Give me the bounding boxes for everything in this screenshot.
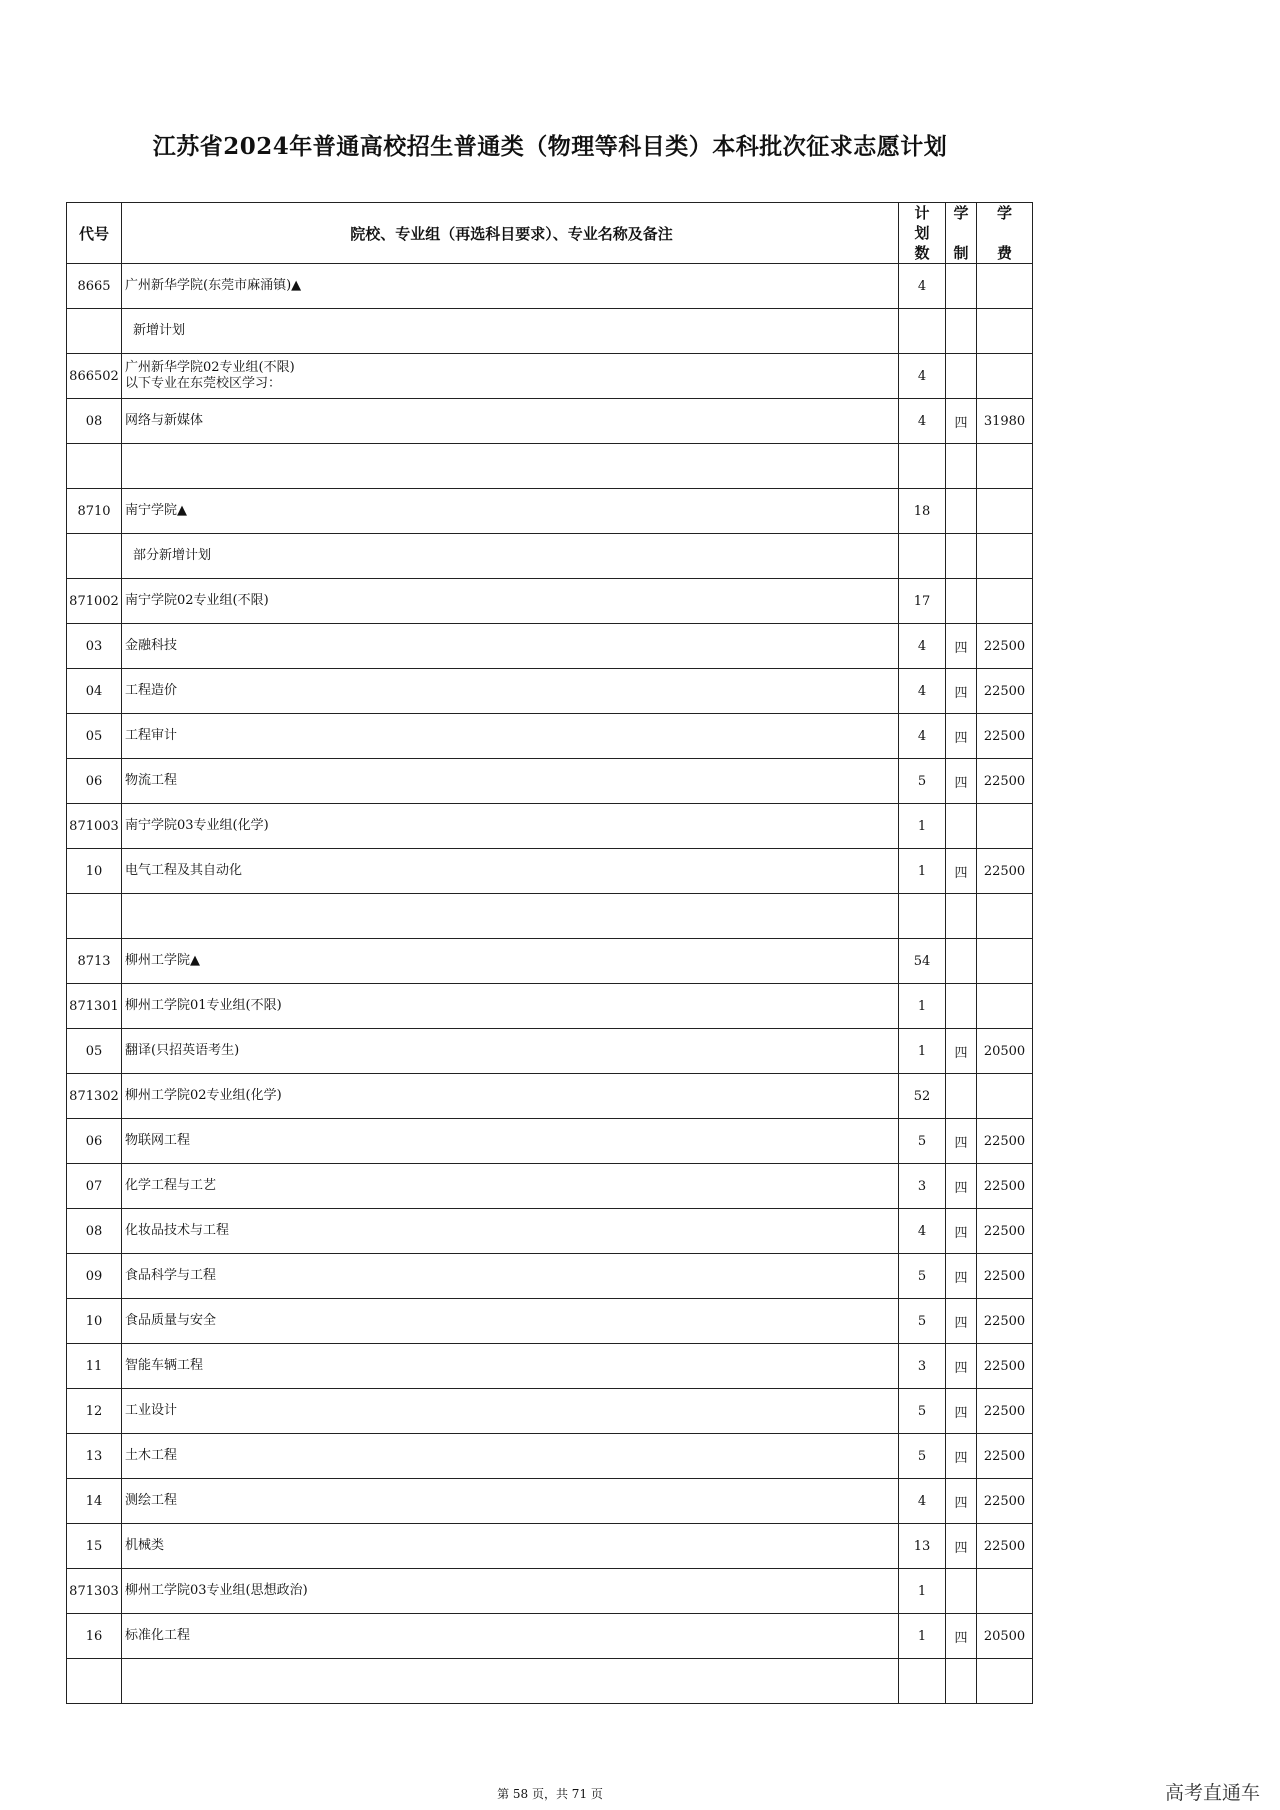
row-code: 06: [67, 759, 122, 804]
table-row: [67, 984, 1033, 1029]
row-plan: 4: [899, 399, 946, 444]
row-duration: 四: [946, 1254, 977, 1299]
row-fee: 22500: [977, 759, 1033, 804]
row-name: [122, 534, 899, 579]
row-code: 871301: [67, 984, 122, 1029]
row-duration: 四: [946, 1389, 977, 1434]
row-name-text: 南宁学院02专业组(不限): [125, 593, 269, 608]
row-name: [122, 399, 899, 444]
row-duration: 四: [946, 1479, 977, 1524]
row-name-text: 柳州工学院01专业组(不限): [125, 998, 282, 1013]
row-code: 871002: [67, 579, 122, 624]
row-code: 06: [67, 1119, 122, 1164]
row-name: [122, 624, 899, 669]
row-name: [122, 1614, 899, 1659]
row-code: 871302: [67, 1074, 122, 1119]
table-row: [67, 1479, 1033, 1524]
table-row: [67, 444, 1033, 489]
table-row: [67, 1029, 1033, 1074]
table-row: [67, 1659, 1033, 1704]
row-duration: [946, 894, 977, 939]
row-name: [122, 984, 899, 1029]
row-code: 8710: [67, 489, 122, 534]
row-plan: 3: [899, 1164, 946, 1209]
watermark: 高考直通车: [1164, 1782, 1260, 1804]
row-plan: 4: [899, 264, 946, 309]
row-fee: [977, 309, 1033, 354]
table-row: [67, 354, 1033, 399]
header-name: 院校、专业组（再选科目要求）、专业名称及备注: [122, 203, 899, 264]
row-duration: [946, 534, 977, 579]
row-plan: 1: [899, 849, 946, 894]
row-code: 09: [67, 1254, 122, 1299]
table-row: [67, 939, 1033, 984]
row-fee: [977, 1569, 1033, 1614]
row-fee: 22500: [977, 1434, 1033, 1479]
row-duration: 四: [946, 714, 977, 759]
row-duration: [946, 984, 977, 1029]
row-code: 10: [67, 1299, 122, 1344]
row-name: [122, 1164, 899, 1209]
row-duration: [946, 354, 977, 399]
row-fee: 22500: [977, 1209, 1033, 1254]
row-plan: [899, 444, 946, 489]
row-name: [122, 309, 899, 354]
row-name: [122, 1479, 899, 1524]
row-fee: 31980: [977, 399, 1033, 444]
row-name-text: 物联网工程: [125, 1133, 191, 1148]
row-duration: [946, 939, 977, 984]
row-duration: [946, 1569, 977, 1614]
row-name: [122, 264, 899, 309]
table-row: [67, 759, 1033, 804]
row-name: [122, 804, 899, 849]
page-footer: 第 58 页，共 71 页: [497, 1787, 603, 1801]
row-name: [122, 1299, 899, 1344]
table-row: [67, 1299, 1033, 1344]
row-name-text: 广州新华学院(东莞市麻涌镇)▲: [125, 278, 302, 293]
row-duration: 四: [946, 1344, 977, 1389]
row-fee: 22500: [977, 1389, 1033, 1434]
row-code: 11: [67, 1344, 122, 1389]
row-name-text: 电气工程及其自动化: [125, 863, 243, 878]
row-name-text: 翻译(只招英语考生): [125, 1043, 240, 1058]
row-fee: 22500: [977, 1254, 1033, 1299]
row-fee: [977, 1659, 1033, 1704]
row-name-text: 食品科学与工程: [125, 1268, 217, 1283]
row-name: [122, 939, 899, 984]
row-name: [122, 579, 899, 624]
row-plan: [899, 534, 946, 579]
row-duration: 四: [946, 1614, 977, 1659]
table-row: [67, 534, 1033, 579]
row-plan: 5: [899, 1254, 946, 1299]
row-name-text: 测绘工程: [125, 1493, 178, 1508]
table-row: [67, 309, 1033, 354]
row-name: [122, 1569, 899, 1614]
row-name: [122, 1344, 899, 1389]
row-name: [122, 669, 899, 714]
row-name-text: 机械类: [125, 1538, 165, 1553]
row-name-text: 柳州工学院▲: [125, 953, 200, 968]
row-name-text: 工业设计: [125, 1403, 178, 1418]
row-code: [67, 534, 122, 579]
row-name: [122, 1029, 899, 1074]
row-fee: [977, 489, 1033, 534]
row-code: 07: [67, 1164, 122, 1209]
row-duration: 四: [946, 849, 977, 894]
row-name: [122, 1209, 899, 1254]
row-plan: 5: [899, 1299, 946, 1344]
table-header-row: [67, 203, 1033, 264]
row-plan: 4: [899, 354, 946, 399]
row-fee: 22500: [977, 1299, 1033, 1344]
row-duration: 四: [946, 1164, 977, 1209]
row-fee: [977, 804, 1033, 849]
table-row: [67, 1119, 1033, 1164]
table-row: [67, 714, 1033, 759]
row-duration: 四: [946, 1119, 977, 1164]
row-plan: 5: [899, 1389, 946, 1434]
row-fee: 22500: [977, 1524, 1033, 1569]
row-name-text: 土木工程: [125, 1448, 178, 1463]
row-name-text: 新增计划: [133, 323, 186, 338]
row-fee: 22500: [977, 1479, 1033, 1524]
row-code: 08: [67, 1209, 122, 1254]
table-row: [67, 1434, 1033, 1479]
row-plan: 4: [899, 714, 946, 759]
row-duration: [946, 264, 977, 309]
table-row: [67, 624, 1033, 669]
row-name-text: 柳州工学院03专业组(思想政治): [125, 1583, 308, 1598]
row-duration: 四: [946, 1434, 977, 1479]
row-fee: [977, 444, 1033, 489]
row-plan: 4: [899, 624, 946, 669]
table-row: [67, 1074, 1033, 1119]
table-row: [67, 1524, 1033, 1569]
row-fee: 22500: [977, 1344, 1033, 1389]
row-plan: 5: [899, 1434, 946, 1479]
row-fee: [977, 939, 1033, 984]
row-plan: 1: [899, 984, 946, 1029]
row-fee: [977, 579, 1033, 624]
row-duration: [946, 1074, 977, 1119]
row-plan: 1: [899, 1029, 946, 1074]
row-duration: 四: [946, 624, 977, 669]
row-name-text: 广州新华学院02专业组(不限) 以下专业在东莞校区学习：: [125, 360, 295, 391]
row-name: [122, 1434, 899, 1479]
table-row: [67, 579, 1033, 624]
admission-plan-table: [66, 202, 1033, 1704]
row-duration: [946, 489, 977, 534]
table-row: [67, 264, 1033, 309]
row-fee: [977, 534, 1033, 579]
row-name-text: 食品质量与安全: [125, 1313, 217, 1328]
table-row: [67, 669, 1033, 714]
row-fee: 20500: [977, 1614, 1033, 1659]
table-row: [67, 804, 1033, 849]
row-plan: 1: [899, 804, 946, 849]
row-code: 8713: [67, 939, 122, 984]
row-duration: 四: [946, 759, 977, 804]
row-fee: 22500: [977, 1164, 1033, 1209]
table-row: [67, 894, 1033, 939]
row-code: 12: [67, 1389, 122, 1434]
row-fee: 22500: [977, 624, 1033, 669]
row-fee: [977, 1074, 1033, 1119]
row-name: [122, 1659, 899, 1704]
row-name: [122, 894, 899, 939]
row-code: [67, 444, 122, 489]
table-row: [67, 489, 1033, 534]
row-plan: 1: [899, 1569, 946, 1614]
table-row: [67, 1614, 1033, 1659]
row-name-text: 智能车辆工程: [125, 1358, 204, 1373]
row-name: [122, 489, 899, 534]
row-fee: [977, 354, 1033, 399]
row-code: 10: [67, 849, 122, 894]
row-name-text: 金融科技: [125, 638, 178, 653]
row-fee: 22500: [977, 849, 1033, 894]
row-plan: [899, 894, 946, 939]
row-name: [122, 1524, 899, 1569]
row-duration: [946, 804, 977, 849]
page-title: 江苏省2024年普通高校招生普通类（物理等科目类）本科批次征求志愿计划: [152, 133, 948, 160]
row-name: [122, 1119, 899, 1164]
table-row: [67, 1569, 1033, 1614]
row-code: 871303: [67, 1569, 122, 1614]
row-plan: 18: [899, 489, 946, 534]
row-name-text: 化妆品技术与工程: [125, 1223, 230, 1238]
row-duration: [946, 309, 977, 354]
row-code: 866502: [67, 354, 122, 399]
row-name-text: 化学工程与工艺: [125, 1178, 217, 1193]
row-name: [122, 849, 899, 894]
row-code: 15: [67, 1524, 122, 1569]
row-plan: 4: [899, 669, 946, 714]
row-plan: 4: [899, 1209, 946, 1254]
row-plan: [899, 309, 946, 354]
row-duration: [946, 579, 977, 624]
row-code: 14: [67, 1479, 122, 1524]
row-fee: [977, 264, 1033, 309]
table-row: [67, 1254, 1033, 1299]
row-name-text: 物流工程: [125, 773, 178, 788]
row-code: 8665: [67, 264, 122, 309]
row-code: [67, 309, 122, 354]
row-duration: [946, 1659, 977, 1704]
row-code: [67, 1659, 122, 1704]
row-duration: 四: [946, 399, 977, 444]
row-plan: 1: [899, 1614, 946, 1659]
table-row: [67, 1344, 1033, 1389]
row-duration: 四: [946, 1029, 977, 1074]
header-plan: 计 划 数: [899, 203, 946, 264]
row-duration: 四: [946, 669, 977, 714]
row-plan: 54: [899, 939, 946, 984]
row-name: [122, 759, 899, 804]
row-duration: 四: [946, 1209, 977, 1254]
row-name-text: 南宁学院▲: [125, 503, 187, 518]
row-plan: 3: [899, 1344, 946, 1389]
row-code: 04: [67, 669, 122, 714]
row-plan: 5: [899, 1119, 946, 1164]
row-fee: 22500: [977, 669, 1033, 714]
row-code: 13: [67, 1434, 122, 1479]
row-code: 03: [67, 624, 122, 669]
row-code: 08: [67, 399, 122, 444]
row-name-text: 工程造价: [125, 683, 178, 698]
row-duration: [946, 444, 977, 489]
row-name: [122, 1389, 899, 1434]
row-name-text: 部分新增计划: [133, 548, 212, 563]
table-row: [67, 1209, 1033, 1254]
row-name: [122, 1074, 899, 1119]
header-code: 代号: [67, 203, 122, 264]
row-name-text: 网络与新媒体: [125, 413, 204, 428]
row-duration: 四: [946, 1524, 977, 1569]
row-plan: 5: [899, 759, 946, 804]
row-name-text: 柳州工学院02专业组(化学): [125, 1088, 282, 1103]
row-code: 05: [67, 1029, 122, 1074]
row-name-text: 工程审计: [125, 728, 178, 743]
row-name-text: 南宁学院03专业组(化学): [125, 818, 269, 833]
row-plan: 17: [899, 579, 946, 624]
row-code: 871003: [67, 804, 122, 849]
row-plan: [899, 1659, 946, 1704]
row-fee: [977, 984, 1033, 1029]
table-row: [67, 849, 1033, 894]
row-fee: 22500: [977, 1119, 1033, 1164]
header-fee: 学 费: [977, 203, 1033, 264]
table-row: [67, 1164, 1033, 1209]
row-code: 05: [67, 714, 122, 759]
row-fee: 22500: [977, 714, 1033, 759]
row-fee: [977, 894, 1033, 939]
row-plan: 4: [899, 1479, 946, 1524]
row-duration: 四: [946, 1299, 977, 1344]
row-plan: 52: [899, 1074, 946, 1119]
row-name: [122, 354, 899, 399]
row-fee: 20500: [977, 1029, 1033, 1074]
table-row: [67, 1389, 1033, 1434]
row-name: [122, 1254, 899, 1299]
table-row: [67, 399, 1033, 444]
row-code: 16: [67, 1614, 122, 1659]
header-duration: 学 制: [946, 203, 977, 264]
row-code: [67, 894, 122, 939]
row-name: [122, 444, 899, 489]
row-name: [122, 714, 899, 759]
row-name-text: 标准化工程: [125, 1628, 191, 1643]
row-plan: 13: [899, 1524, 946, 1569]
